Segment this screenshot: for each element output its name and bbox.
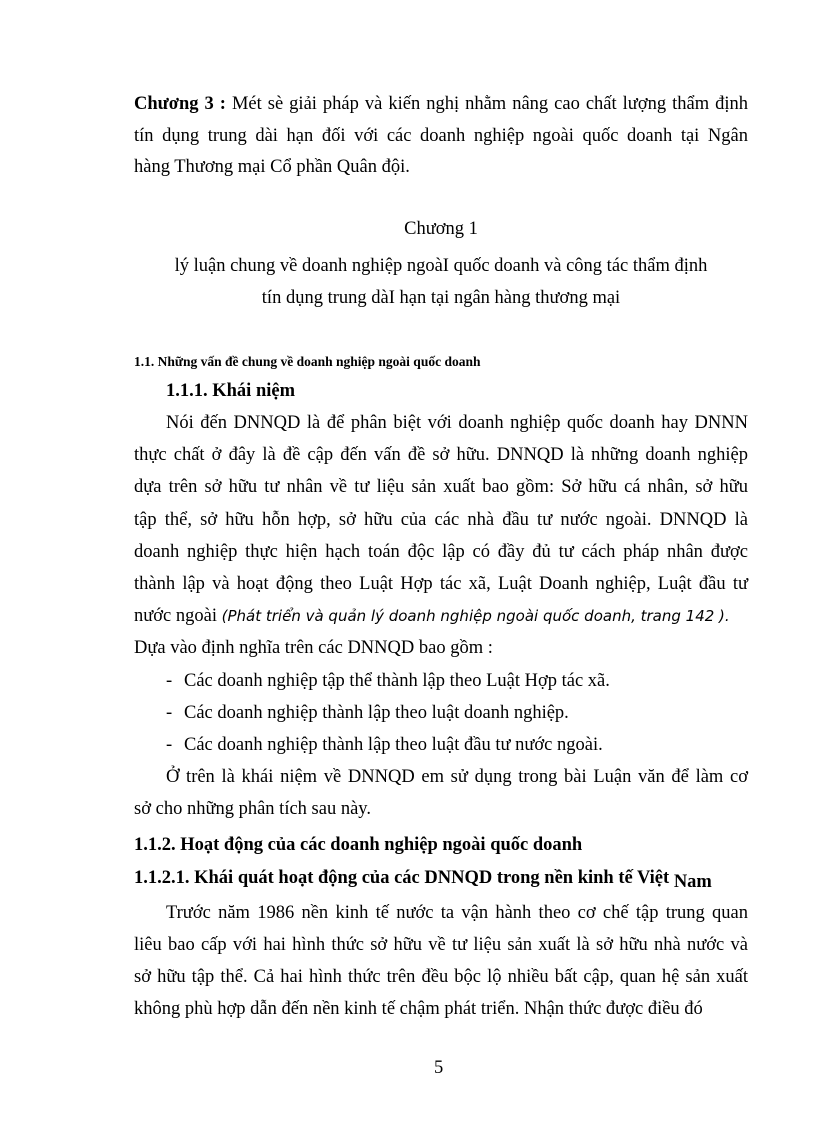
chapter3-label: Chương 3 : xyxy=(134,94,226,114)
chapter1-subtitle-line-1: lý luận chung về doanh nghiệp ngoàI quốc doanh và công tác thẩm định xyxy=(174,256,708,276)
bullet-dash: - xyxy=(166,671,173,691)
paragraph-2-line-2: sở cho những phân tích sau này. xyxy=(134,799,371,819)
chapter1-subtitle-line-2: tín dụng trung dàI hạn tại ngân hàng thương mại xyxy=(261,288,621,308)
list-item xyxy=(166,669,610,693)
bullet-dash: - xyxy=(166,703,173,723)
paragraph-1-line-8: Dựa vào định nghĩa trên các DNNQD bao gồm : xyxy=(134,638,493,658)
section-1-1-1-heading: 1.1.1. Khái niệm xyxy=(166,381,295,401)
paragraph-1-line-6: thành lập và hoạt động theo Luật Hợp tác xã, Luật Doanh nghiệp, Luật đầu tư xyxy=(134,574,748,594)
section-1-1-2-1-heading xyxy=(134,866,712,890)
list-item-text: Các doanh nghiệp tập thể thành lập theo Luật Hợp tác xã. xyxy=(184,671,610,691)
section-1-1-2-1-heading-main: 1.1.2.1. Khái quát hoạt động của các DNNQD trong nền kinh tế Việt xyxy=(134,868,674,888)
chapter3-line-1 xyxy=(134,92,748,116)
list-item xyxy=(166,733,603,757)
chapter3-line-2: tín dụng trung dài hạn đối với các doanh nghiệp ngoài quốc doanh tại Ngân xyxy=(134,126,748,146)
section-1-1-2-1-heading-tail: Nam xyxy=(673,872,712,892)
paragraph-1-line-3: dựa trên sở hữu tư nhân về tư liệu sản xuất bao gồm: Sở hữu cá nhân, sở hữu xyxy=(134,477,748,497)
paragraph-3-line-3: sở hữu tập thể. Cả hai hình thức trên đều bộc lộ nhiều bất cập, quan hệ sản xuất xyxy=(134,967,748,987)
paragraph-1-line-1: Nói đến DNNQD là để phân biệt với doanh nghiệp quốc doanh hay DNNN xyxy=(166,413,748,433)
list-item xyxy=(166,701,569,725)
chapter3-line1-text: Mét sè giải pháp và kiến nghị nhằm nâng cao chất lượng thẩm định xyxy=(225,94,748,114)
list-item-text: Các doanh nghiệp thành lập theo luật doanh nghiệp. xyxy=(184,703,569,723)
citation: (Phát triển và quản lý doanh nghiệp ngoài quốc doanh, trang 142 ). xyxy=(221,607,730,625)
paragraph-1-line-2: thực chất ở đây là đề cập đến vấn đề sở hữu. DNNQD là những doanh nghiệp xyxy=(134,445,748,465)
section-1-1-2-heading: 1.1.2. Hoạt động của các doanh nghiệp ngoài quốc doanh xyxy=(134,835,583,855)
section-1-1-heading: 1.1. Những vấn đề chung về doanh nghiệp ngoài quốc doanh xyxy=(134,354,481,369)
paragraph-1-line-5: doanh nghiệp thực hiện hạch toán độc lập có đầy đủ tư cách pháp nhân được xyxy=(134,542,748,562)
paragraph-3-line-1: Trước năm 1986 nền kinh tế nước ta vận hành theo cơ chế tập trung quan xyxy=(166,903,748,923)
paragraph-1-line-4: tập thể, sở hữu hỗn hợp, sở hữu của các nhà đầu tư nước ngoài. DNNQD là xyxy=(134,510,748,530)
chapter3-line-3: hàng Thương mại Cổ phần Quân đội. xyxy=(134,157,410,177)
paragraph-1-last-prefix: nước ngoài xyxy=(134,606,222,626)
bullet-dash: - xyxy=(166,735,173,755)
paragraph-3-line-4: không phù hợp dẫn đến nền kinh tế chậm phát triển. Nhận thức được điều đó xyxy=(134,999,703,1019)
page-number: 5 xyxy=(434,1058,444,1078)
paragraph-2-line-1: Ở trên là khái niệm về DNNQD em sử dụng trong bài Luận văn để làm cơ xyxy=(166,767,748,787)
paragraph-3-line-2: liêu bao cấp với hai hình thức sở hữu về tư liệu sản xuất là sở hữu nhà nước và xyxy=(134,935,748,955)
paragraph-1-line-7 xyxy=(134,604,748,628)
list-item-text: Các doanh nghiệp thành lập theo luật đầu tư nước ngoài. xyxy=(184,735,603,755)
chapter1-title: Chương 1 xyxy=(404,219,478,239)
